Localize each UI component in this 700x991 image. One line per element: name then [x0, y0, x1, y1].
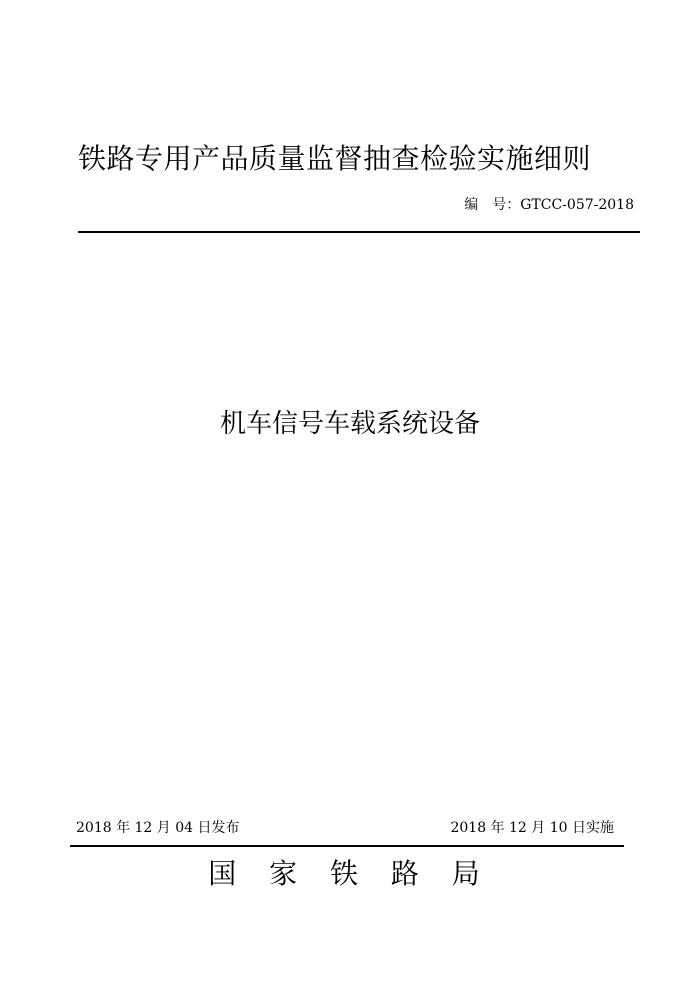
issue-date: 2018 年 12 月 04 日发布 [76, 820, 240, 836]
document-number-value: GTCC-057-2018 [520, 197, 634, 213]
document-title: 铁路专用产品质量监督抽查检验实施细则 [78, 142, 592, 175]
bottom-divider [70, 845, 624, 847]
document-number-label: 编 号： [464, 197, 521, 213]
issuing-authority: 国 家 铁 路 局 [208, 857, 492, 890]
effective-date: 2018 年 12 月 10 日实施 [450, 820, 614, 836]
document-subject: 机车信号车载系统设备 [219, 409, 480, 439]
top-divider [78, 231, 640, 233]
document-number [464, 195, 634, 215]
